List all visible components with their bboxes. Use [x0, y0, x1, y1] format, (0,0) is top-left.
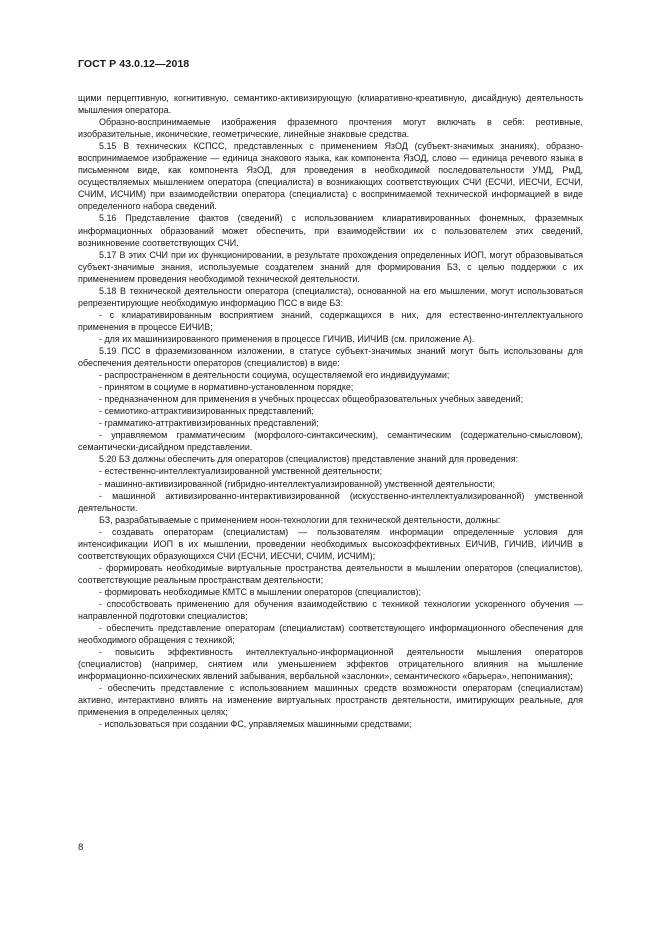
list-item: - грамматико-аттрактивизированных представлений; [99, 418, 319, 429]
paragraph-5-17: 5.17 В этих СЧИ при их функционировании, в результате прохождения определенных ИОП, могут образовываться субъект-значимые знания, используемые создателем знаний для формирования БЗ, с целью поддержки с их применением проведения необходимой технической деятельности. [78, 249, 583, 284]
paragraph: БЗ, разрабатываемые с применением ноон-технологии для технической деятельности, должны: [99, 514, 501, 525]
list-item: - формировать необходимые виртуальные пространства деятельности в мышлении операторов (специалистов), соответствующие реальным пространствам деятельности; [78, 562, 583, 585]
list-item: - управляемом грамматическим (морфолого-синтаксическим), семантическим (содержательно-смысловом), семантически-дисайдном представлении. [78, 430, 583, 453]
paragraph-5-16: 5.16 Представление фактов (сведений) с использованием клиаративированных фонемных, фраземных информационных образований может обеспечить, при взаимодействии их с пользователем этих сведений, возникновение соответствующих СЧИ. [78, 213, 583, 248]
list-item: - повысить эффективность интеллектуально-информационной деятельности мышления операторов (специалистов) (например, снятием или уменьшением эффектов отрицательного влияния на мышление информационно-психических явлений забывания, вербальной «заслонки», семантического «барьера», непонимания); [78, 647, 583, 682]
body-text [78, 92, 583, 730]
list-item: - создавать операторам (специалистам) — пользователям информации определенные условия для интенсификации ИОП в их мышлении, проведении необходимых высокоэффективных ЕИЧИВ, ГИЧИВ, ИИЧИВ в соответствующих образующихся СЧИ (ЕСЧИ, ИЕСЧИ, СЧИМ, ИСЧИМ); [78, 526, 583, 561]
list-item: - использоваться при создании ФС, управляемых машинными средствами; [99, 719, 412, 730]
list-item: - для их машинизированного применения в процессе ГИЧИВ, ИИЧИВ (см. приложение А). [99, 333, 475, 344]
paragraph: щими перцептивную, когнитивную, семантико-активизирующую (клиаративно-креативную, дисайдную) деятельность мышления оператора. [78, 93, 583, 116]
list-item: - естественно-интеллектуализированной умственной деятельности; [99, 466, 383, 477]
list-item: - предназначенном для применения в учебных процессах общеобразовательных учебных заведений; [99, 394, 524, 405]
list-item: - машинно-активизированной (гибридно-интеллектуализированной) умственной деятельности; [99, 478, 495, 489]
list-item: - машинной активизированно-интерактивизированной (искусственно-интеллектуализированной) умственной деятельности. [78, 490, 583, 513]
paragraph-5-15: 5.15 В технических КСПСС, представленных с применением ЯзОД (субъект-значимых знаниях), образно-воспринимаемое изображение — единица знакового языка, как компонента ЯзОД, слово — единица речевого языка в письменном виде, как компонента ЯзОД, для проведения в необходимой последовательности УМД, РмД, осуществляемых мышлением оператора (специалиста) в возникающих соответствующих СЧИ (ЕСЧИ, ИЕСЧИ, ЕСЧИ, СЧИМ, ИСЧИМ) при взаимодействии оператора (специалиста) с воспринимаемой технической информацией в виде определенного набора сведений. [78, 141, 583, 212]
list-item: - формировать необходимые КМТС в мышлении операторов (специалистов); [99, 586, 422, 597]
list-item: - распространенном в деятельности социума, осуществляемой его индивидуумами; [99, 370, 450, 381]
list-item: - семиотико-аттрактивизированных представлений; [99, 406, 314, 417]
list-item: - способствовать применению для обучения взаимодействию с техникой технологии ускоренного обучения — направленной подготовки специалистов; [78, 598, 583, 622]
list-item: - принятом в социуме в нормативно-установленном порядке; [99, 382, 354, 393]
list-item: - с клиаративированным восприятием знаний, содержащихся в них, для естественно-интеллектуального применения в процессе ЕИЧИВ; [78, 309, 583, 332]
list-item: - обеспечить представление с использованием машинных средств возможности операторам (специалистам) активно, интерактивно влиять на изменение виртуальных пространств деятельности, имитирующих реальные, для применения в определенных целях; [78, 683, 583, 718]
paragraph-5-19: 5.19 ПСС в фраземизованном изложении, в статусе субъект-значимых знаний могут быть использованы для обеспечения деятельности операторов (специалистов) в виде: [78, 345, 583, 369]
paragraph: Образно-воспринимаемые изображения фраземного прочтения могут включать в себя: реотивные, изобразительные, иконические, геометрические, линейные знаковые средства. [78, 117, 583, 140]
paragraph-5-20: 5.20 БЗ должны обеспечить для операторов (специалистов) представление знаний для проведения: [99, 454, 519, 465]
paragraph-5-18: 5.18 В технической деятельности оператора (специалиста), основанной на его мышлении, могут использоваться репрезентирующие необходимую информацию ПСС в виде БЗ: [78, 285, 583, 308]
page-number: 8 [78, 842, 84, 853]
page-header-standard-title: ГОСТ Р 43.0.12—2018 [78, 58, 190, 70]
list-item: - обеспечить представление операторам (специалистам) соответствующего информационного обеспечения для необходимого обращения с техникой; [78, 623, 583, 646]
